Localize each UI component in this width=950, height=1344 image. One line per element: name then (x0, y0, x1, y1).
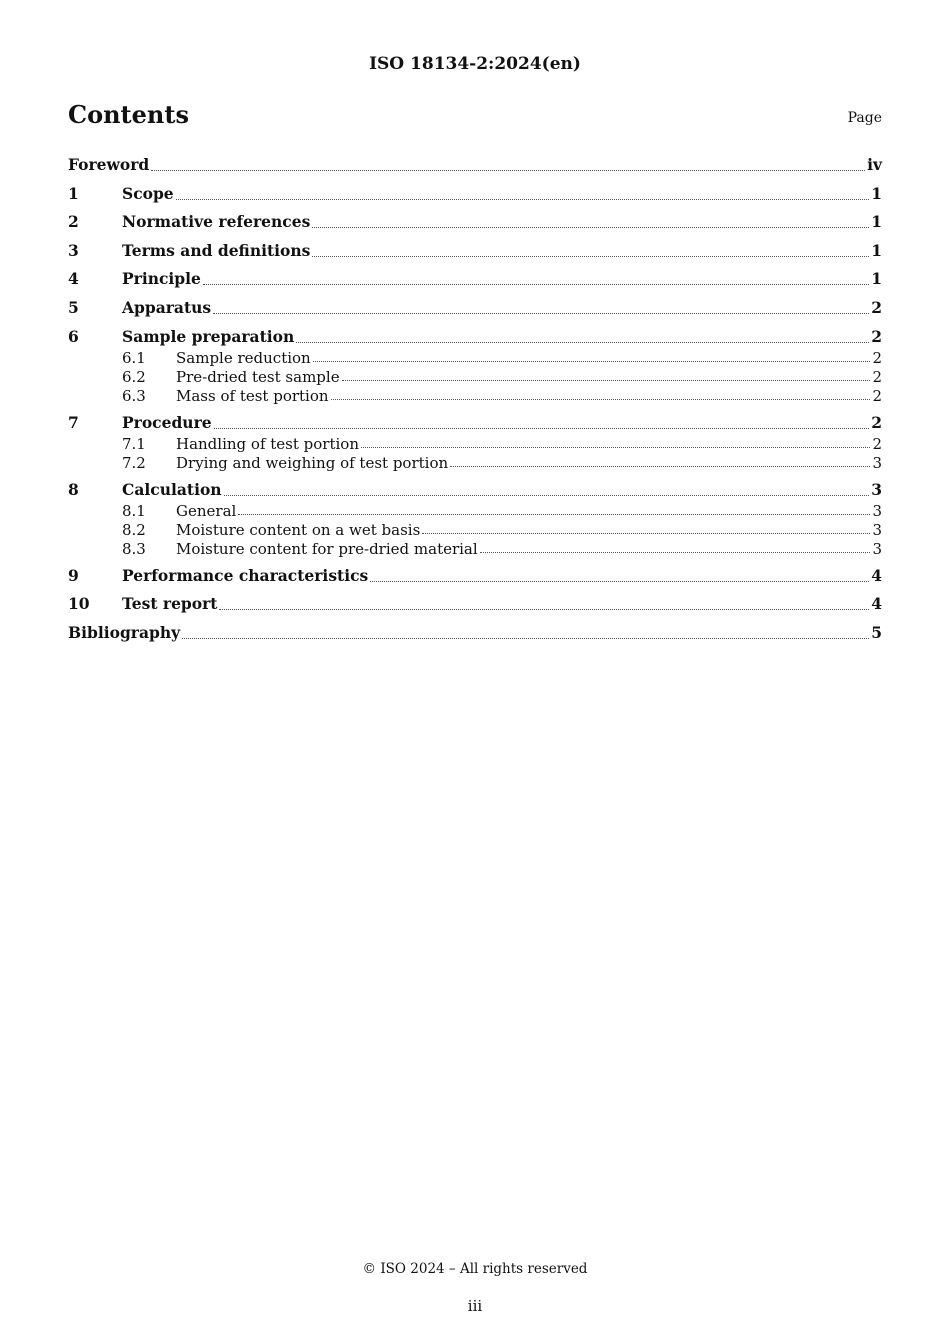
toc-entry-title: Moisture content for pre-dried material (176, 540, 478, 559)
toc-entry-title: Apparatus (122, 297, 212, 317)
toc-entry-number: 6 (68, 326, 79, 346)
page-column-label: Page (847, 110, 882, 126)
toc-entry-page: 3 (872, 501, 882, 520)
toc-entry-title: Moisture content on a wet basis (176, 521, 421, 540)
dot-leader (480, 552, 871, 553)
dot-leader (203, 284, 869, 285)
toc-entry-number: 8.1 (122, 501, 146, 520)
toc-entry-number: 8.2 (122, 521, 146, 540)
toc-entry[interactable] (68, 262, 882, 291)
toc-entry-page: 2 (871, 326, 882, 346)
page-number: iii (467, 1297, 483, 1315)
dot-leader (450, 466, 870, 467)
dot-leader (422, 533, 870, 534)
toc-entry[interactable] (68, 348, 882, 367)
toc-entry-title: Performance characteristics (122, 565, 369, 585)
toc-entry-title: Scope (122, 183, 174, 203)
dot-leader (370, 581, 869, 582)
toc-entry[interactable] (68, 367, 882, 386)
toc-entry-page: 1 (871, 269, 882, 289)
toc-entry-title: Principle (122, 269, 201, 289)
toc-entry[interactable] (68, 558, 882, 587)
toc-entry[interactable] (68, 472, 882, 501)
toc-entry-number: 1 (68, 183, 79, 203)
toc-entry-number: 7 (68, 412, 79, 432)
toc-entry[interactable] (68, 319, 882, 348)
toc-entry-number: 8.3 (122, 540, 146, 559)
toc-entry[interactable] (68, 520, 882, 539)
toc-entry-title: Terms and definitions (122, 240, 311, 260)
toc-entry-number: 5 (68, 297, 79, 317)
toc-entry-page: 3 (871, 479, 882, 499)
copyright-footer: © ISO 2024 – All rights reserved (362, 1261, 588, 1277)
toc-entry-title: Handling of test portion (176, 434, 359, 453)
toc-entry-number: 6.2 (122, 367, 146, 386)
toc-entry[interactable] (68, 615, 882, 644)
toc-entry-page: 1 (871, 183, 882, 203)
toc-entry-title: Bibliography (68, 623, 181, 643)
toc-entry-page: 2 (872, 387, 882, 406)
dot-leader (312, 227, 869, 228)
dot-leader (296, 342, 869, 343)
toc-entry-page: 3 (872, 454, 882, 473)
toc-entry-page: 4 (871, 594, 882, 614)
toc-entry-page: 1 (871, 240, 882, 260)
toc-entry-title: Procedure (122, 412, 212, 432)
toc-entry-title: Calculation (122, 479, 222, 499)
toc-entry-title: Drying and weighing of test portion (176, 454, 449, 473)
toc-entry-number: 6.3 (122, 387, 146, 406)
toc-entry-title: Mass of test portion (176, 387, 329, 406)
table-of-contents (68, 152, 882, 644)
toc-entry-page: 2 (872, 434, 882, 453)
dot-leader (331, 399, 871, 400)
toc-entry-page: iv (867, 155, 882, 174)
toc-entry-page: 2 (872, 348, 882, 367)
toc-entry-title: Sample preparation (122, 326, 295, 346)
toc-entry-number: 7.2 (122, 454, 146, 473)
toc-entry-page: 3 (872, 521, 882, 540)
toc-entry-title: Sample reduction (176, 348, 311, 367)
toc-entry-number: 3 (68, 240, 79, 260)
toc-entry-page: 1 (871, 212, 882, 232)
dot-leader (224, 495, 870, 496)
contents-title: Contents (68, 100, 189, 129)
toc-entry-page: 2 (872, 367, 882, 386)
dot-leader (213, 313, 869, 314)
toc-entry[interactable] (68, 539, 882, 558)
dot-leader (312, 256, 869, 257)
toc-entry[interactable] (68, 176, 882, 205)
document-header: ISO 18134-2:2024(en) (369, 54, 581, 74)
dot-leader (182, 638, 869, 639)
toc-entry[interactable] (68, 501, 882, 520)
toc-entry-page: 5 (871, 623, 882, 643)
dot-leader (151, 170, 865, 171)
toc-entry-title: General (176, 501, 237, 520)
toc-entry-number: 2 (68, 212, 79, 232)
toc-entry[interactable] (68, 434, 882, 453)
toc-entry[interactable] (68, 587, 882, 616)
toc-entry[interactable] (68, 233, 882, 262)
toc-entry[interactable] (68, 453, 882, 472)
toc-entry-number: 4 (68, 269, 79, 289)
toc-entry-number: 8 (68, 479, 79, 499)
toc-entry-title: Pre-dried test sample (176, 367, 340, 386)
toc-entry-title: Normative references (122, 212, 311, 232)
toc-entry-title: Test report (122, 594, 218, 614)
toc-entry-title: Foreword (68, 155, 150, 174)
toc-entry-number: 6.1 (122, 348, 146, 367)
dot-leader (219, 609, 869, 610)
dot-leader (214, 428, 870, 429)
toc-entry[interactable] (68, 152, 882, 176)
toc-entry-page: 4 (871, 565, 882, 585)
toc-entry[interactable] (68, 205, 882, 234)
dot-leader (313, 361, 871, 362)
dot-leader (342, 380, 871, 381)
toc-entry-page: 3 (872, 540, 882, 559)
toc-entry-number: 7.1 (122, 434, 146, 453)
dot-leader (361, 447, 870, 448)
toc-entry-number: 10 (68, 594, 90, 614)
toc-entry-page: 2 (871, 297, 882, 317)
toc-entry-number: 9 (68, 565, 79, 585)
dot-leader (176, 199, 870, 200)
dot-leader (238, 514, 870, 515)
toc-entry[interactable] (68, 386, 882, 405)
toc-entry[interactable] (68, 290, 882, 319)
toc-entry-page: 2 (871, 412, 882, 432)
toc-entry[interactable] (68, 405, 882, 434)
